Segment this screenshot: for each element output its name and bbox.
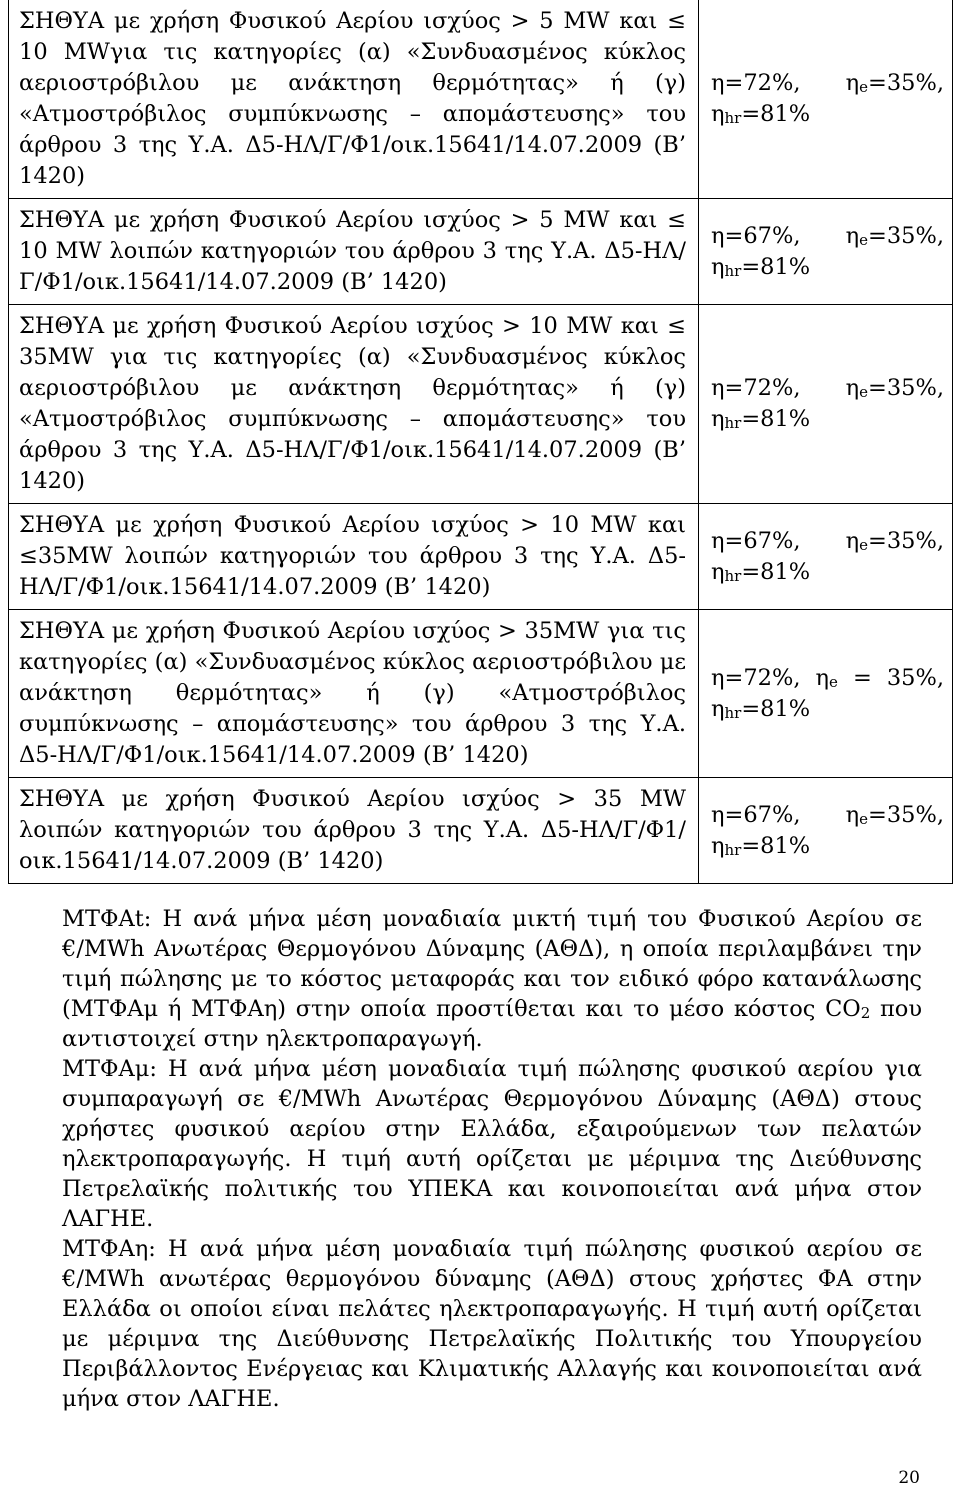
efficiency-values <box>699 199 953 305</box>
efficiency-line-1 <box>711 221 944 252</box>
category-description: ΣΗΘΥΑ με χρήση Φυσικού Αερίου ισχύος > 10 MW και ≤ 35MW για τις κατηγορίες (α) «Συνδυασμένος κύκλος αεριοστρόβιλου με ανάκτηση θερμότητας» ή (γ) «Ατμοστρόβιλος συμπύκνωσης – απομάστευσης» του άρθρου 3 της Υ.Α. Δ5-ΗΛ/Γ/Φ1/οικ.15641/14.07.2009 (Β’ 1420) <box>9 305 699 504</box>
efficiency-line-1 <box>711 373 944 404</box>
category-description: ΣΗΘΥΑ με χρήση Φυσικού Αερίου ισχύος > 10 MW και ≤35MW λοιπών κατηγοριών του άρθρου 3 της Υ.Α. Δ5-ΗΛ/Γ/Φ1/οικ.15641/14.07.2009 (Β’ 1420) <box>9 504 699 610</box>
efficiency-line-1 <box>711 663 944 694</box>
electrical-efficiency: $\eta_e = 35\%$, <box>815 664 945 691</box>
heat-recovery-efficiency: $\eta_{hr}=81\%$ <box>711 558 811 585</box>
overall-efficiency: η=72%, <box>711 70 801 96</box>
efficiency-values <box>699 305 953 504</box>
efficiency-table <box>8 0 953 884</box>
electrical-efficiency: $\eta_e=35\%$, <box>845 375 944 401</box>
overall-efficiency: η=72%, <box>711 664 801 691</box>
electrical-efficiency: $\eta_e=35\%$, <box>845 801 944 828</box>
note-mtfa-m: ΜΤΦΑμ: Η ανά μήνα μέση μοναδιαία τιμή πώλησης φυσικού αερίου για συμπαραγωγή σε €/MWh Ανωτέρας Θερμογόνου Δύναμης (ΑΘΔ) στους χρήστες φυσικού αερίου στην Ελλάδα, εξαιρούμενων των πελατών ηλεκτροπαραγωγής. Η τιμή αυτή ορίζεται με μέριμνα της Διεύθυνσης Πετρελαϊκής πολιτικής του ΥΠΕΚΑ και κοινοποιείται ανά μήνα στον ΛΑΓΗΕ. <box>62 1056 922 1232</box>
note-mtfa-h: ΜΤΦΑη: Η ανά μήνα μέση μοναδιαία τιμή πώλησης φυσικού αερίου σε €/MWh ανωτέρας θερμογόνου δύναμης (ΑΘΔ) στους χρήστες ΦΑ στην Ελλάδα οι οποίοι είναι πελάτες ηλεκτροπαραγωγής. Η τιμή αυτή ορίζεται με μέριμνα της Διεύθυνσης Πετρελαϊκής Πολιτικής του Υπουργείου Περιβάλλοντος Ενέργειας και Κλιματικής Αλλαγής και κοινοποιείται ανά μήνα στον ΛΑΓΗΕ. <box>62 1236 922 1412</box>
overall-efficiency: η=72%, <box>711 375 801 401</box>
efficiency-values <box>699 504 953 610</box>
efficiency-values <box>699 0 953 199</box>
category-description: ΣΗΘΥΑ με χρήση Φυσικού Αερίου ισχύος > 5 MW και ≤ 10 MWγια τις κατηγορίες (α) «Συνδυασμένος κύκλος αεριοστρόβιλου με ανάκτηση θερμότητας» ή (γ) «Ατμοστρόβιλος συμπύκνωσης – απομάστευσης» του άρθρου 3 της Υ.Α. Δ5-ΗΛ/Γ/Φ1/οικ.15641/14.07.2009 (Β’ 1420) <box>9 0 699 199</box>
heat-recovery-efficiency: $\eta_{hr}=81\%$ <box>711 406 811 432</box>
overall-efficiency: η=67%, <box>711 527 801 554</box>
category-description: ΣΗΘΥΑ με χρήση Φυσικού Αερίου ισχύος > 5 MW και ≤ 10 MW λοιπών κατηγοριών του άρθρου 3 της Υ.Α. Δ5-ΗΛ/Γ/Φ1/οικ.15641/14.07.2009 (Β’ 1420) <box>9 199 699 305</box>
page-number: 20 <box>898 1468 920 1488</box>
electrical-efficiency: $\eta_e=35\%$, <box>845 527 944 554</box>
category-description: ΣΗΘΥΑ με χρήση Φυσικού Αερίου ισχύος > 35 MW λοιπών κατηγοριών του άρθρου 3 της Υ.Α. Δ5-ΗΛ/Γ/Φ1/οικ.15641/14.07.2009 (Β’ 1420) <box>9 778 699 884</box>
overall-efficiency: η=67%, <box>711 222 801 249</box>
heat-recovery-efficiency: $\eta_{hr}=81\%$ <box>711 101 811 127</box>
definitions-notes <box>62 904 922 1414</box>
heat-recovery-efficiency: $\eta_{hr}=81\%$ <box>711 695 811 722</box>
table-row <box>9 504 953 610</box>
table-row <box>9 0 953 199</box>
electrical-efficiency: $\eta_e=35\%$, <box>845 222 944 249</box>
note-mtfa-t: ΜΤΦΑt: Η ανά μήνα μέση μοναδιαία μικτή τιμή του Φυσικού Αερίου σε €/MWh Ανωτέρας Θερμογόνου Δύναμης (ΑΘΔ), η οποία περιλαμβάνει την τιμή πώλησης με το κόστος μεταφοράς και τον ειδικό φόρο κατανάλωσης (ΜΤΦΑμ ή ΜΤΦΑη) στην οποία προστίθεται και το μέσο κόστος $CO_2$ που αντιστοιχεί στην ηλεκτροπαραγωγή. <box>62 906 923 1052</box>
efficiency-line-1 <box>711 526 944 557</box>
efficiency-values <box>699 778 953 884</box>
table-row <box>9 305 953 504</box>
category-description: ΣΗΘΥΑ με χρήση Φυσικού Αερίου ισχύος > 35MW για τις κατηγορίες (α) «Συνδυασμένος κύκλος αεριοστρόβιλου με ανάκτηση θερμότητας» ή (γ) «Ατμοστρόβιλος συμπύκνωσης – απομάστευσης» του άρθρου 3 της Υ.Α. Δ5-ΗΛ/Γ/Φ1/οικ.15641/14.07.2009 (Β’ 1420) <box>9 610 699 778</box>
heat-recovery-efficiency: $\eta_{hr}=81\%$ <box>711 832 811 859</box>
efficiency-values <box>699 610 953 778</box>
efficiency-line-1 <box>711 68 944 99</box>
table-row <box>9 610 953 778</box>
heat-recovery-efficiency: $\eta_{hr}=81\%$ <box>711 253 811 280</box>
table-row <box>9 778 953 884</box>
table-row <box>9 199 953 305</box>
efficiency-line-1 <box>711 800 944 831</box>
electrical-efficiency: $\eta_e=35\%$, <box>845 70 944 96</box>
overall-efficiency: η=67%, <box>711 801 801 828</box>
